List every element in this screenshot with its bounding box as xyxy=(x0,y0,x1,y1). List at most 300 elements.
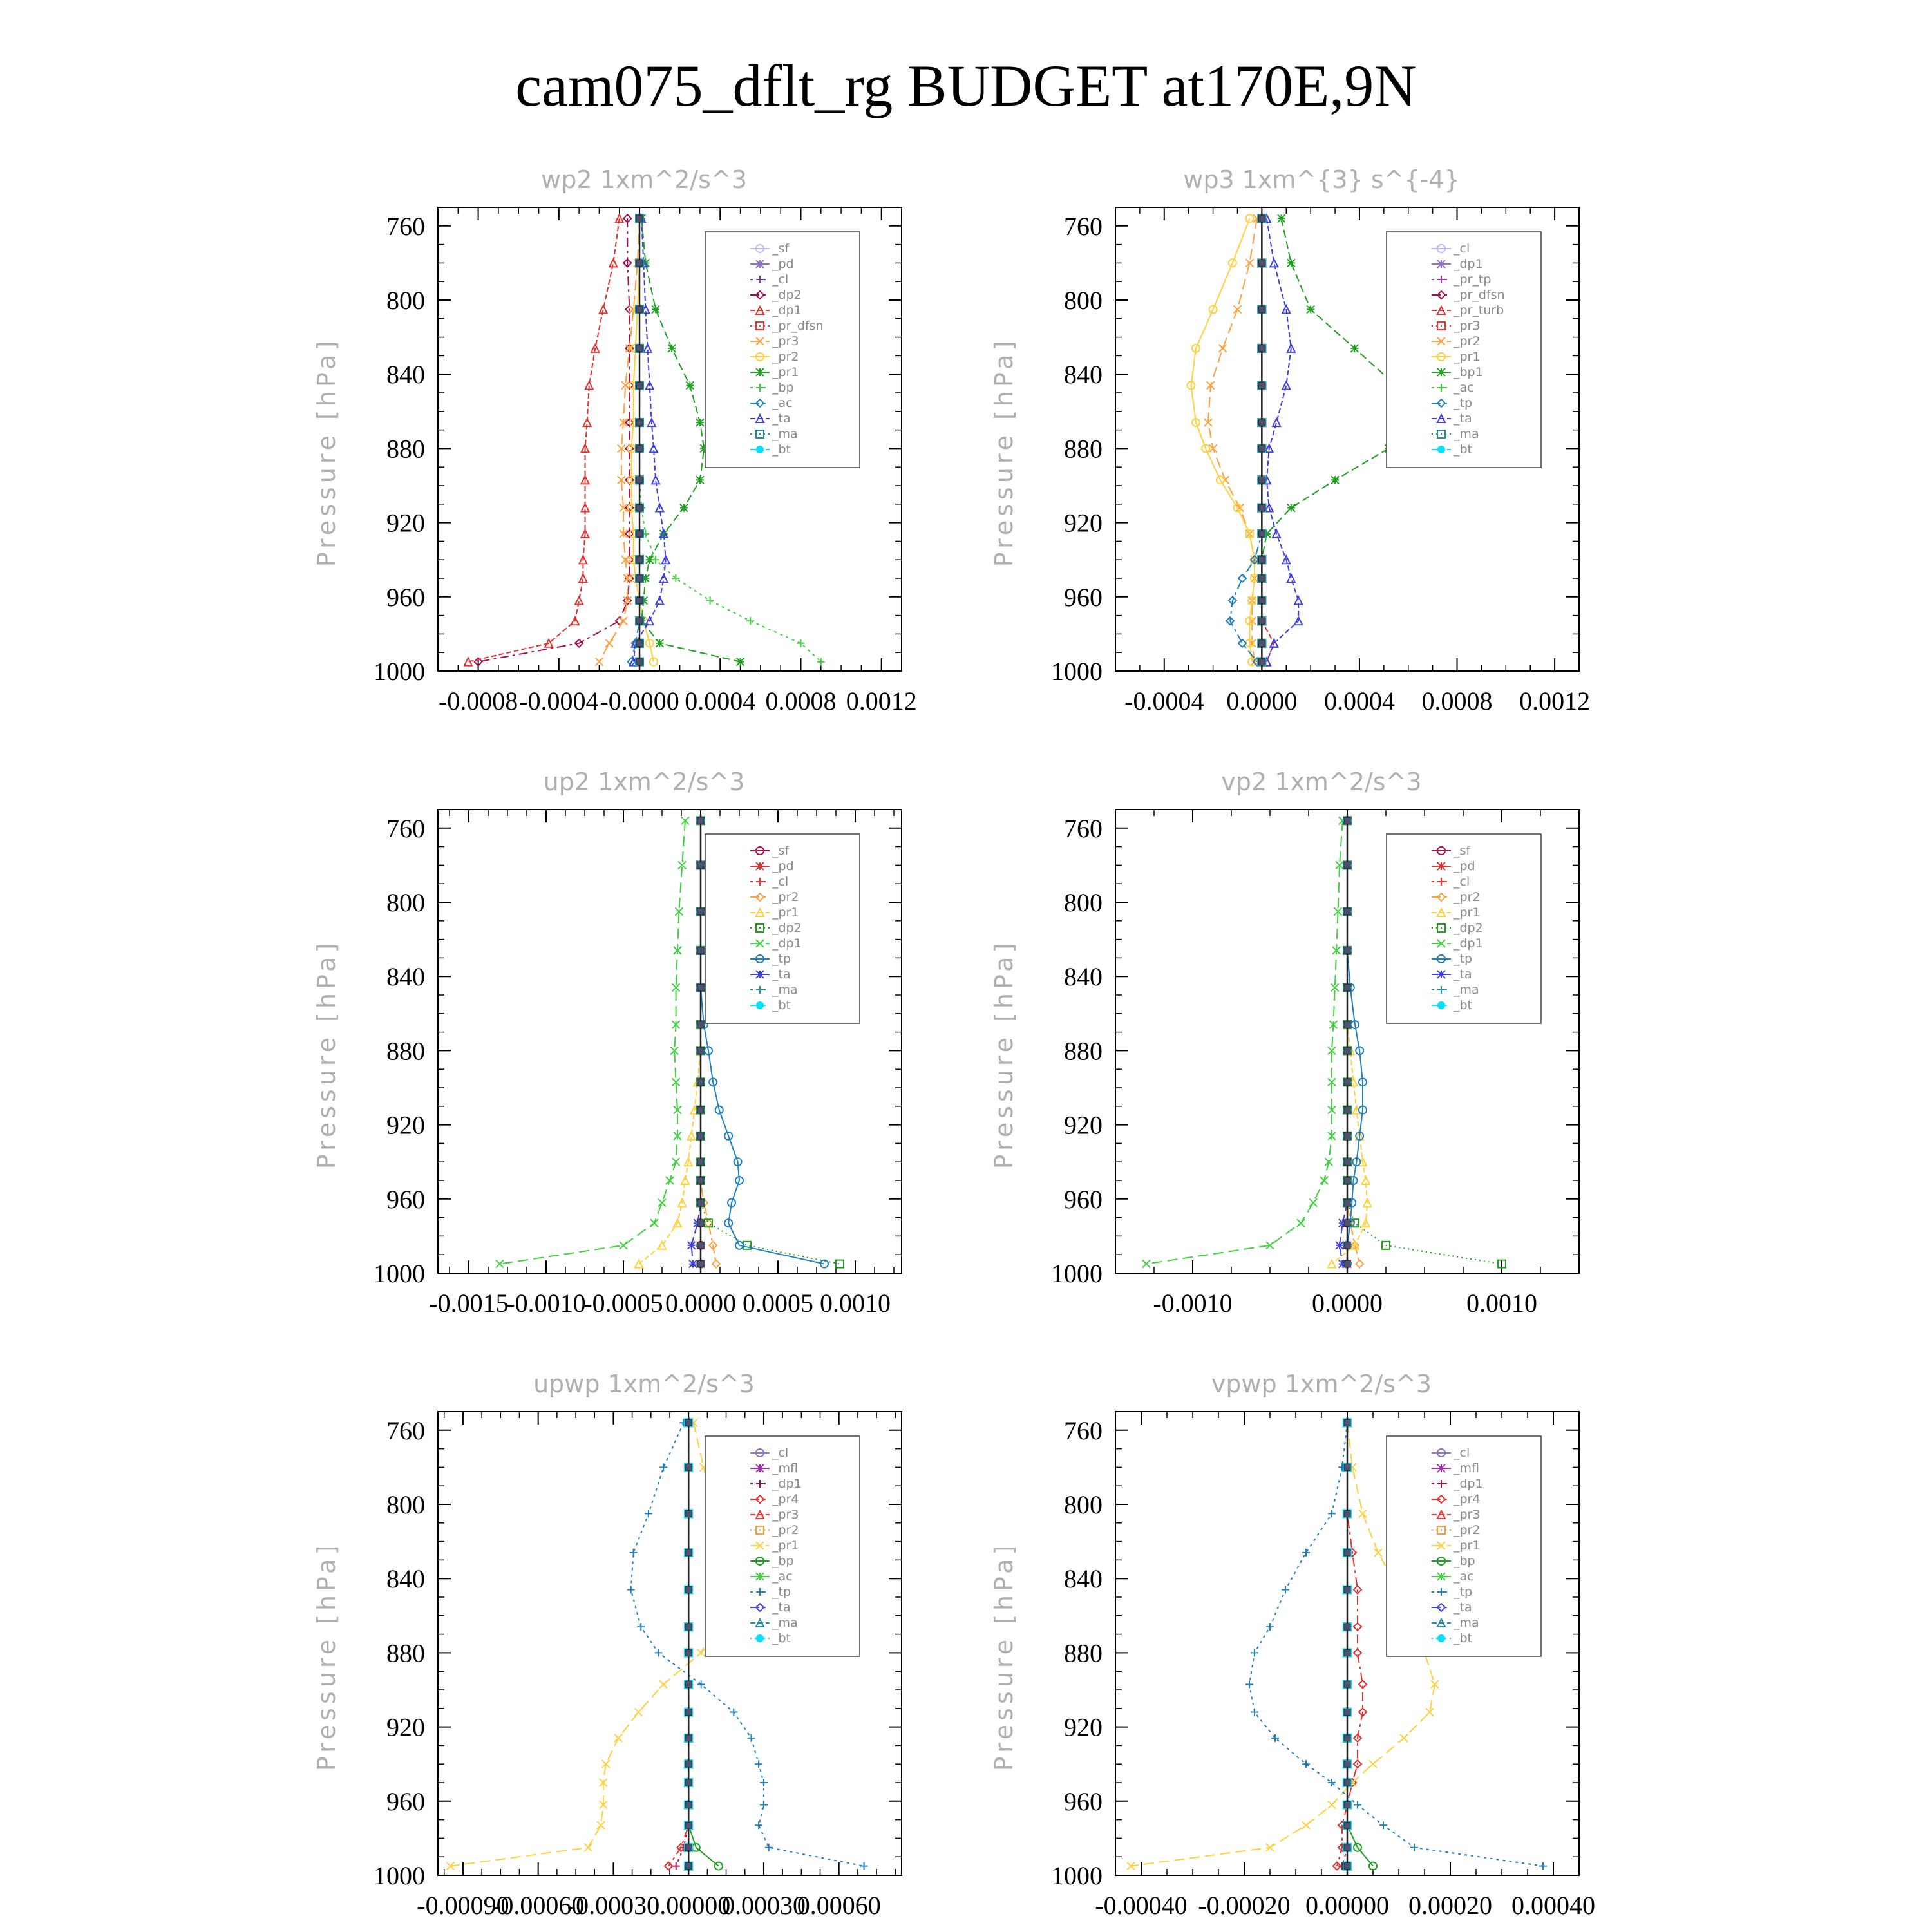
data-point xyxy=(1219,345,1227,352)
chart-panel-1 xyxy=(312,166,917,715)
legend-marker xyxy=(756,971,764,978)
zero-marker xyxy=(1344,1863,1350,1870)
data-point xyxy=(656,639,663,647)
y-axis-label: Pressure [hPa] xyxy=(990,1541,1018,1772)
panel-title: vp2 1xm^2/s^3 xyxy=(1221,768,1422,796)
legend-label: _pr_dfsn xyxy=(772,319,824,333)
legend-label: _mfl xyxy=(1454,1461,1479,1475)
chart-panel-6 xyxy=(990,1370,1595,1920)
zero-marker xyxy=(697,1107,704,1113)
legend-label: _bp xyxy=(1454,1554,1475,1568)
legend-label: _pr1 xyxy=(1454,905,1481,920)
legend-label: _tp xyxy=(1454,952,1473,966)
legend-label: _pd xyxy=(772,257,794,271)
zero-marker xyxy=(636,306,643,312)
series-line xyxy=(1262,218,1403,661)
legend-label: _pr3 xyxy=(772,334,799,348)
zero-marker xyxy=(685,1761,692,1767)
x-tick-label: 0.00030 xyxy=(721,1891,806,1920)
data-point xyxy=(630,1549,638,1557)
data-point xyxy=(659,1680,667,1688)
data-point xyxy=(634,1709,642,1716)
y-tick-label: 960 xyxy=(386,1184,425,1214)
legend-marker xyxy=(756,260,764,268)
zero-marker xyxy=(697,908,704,914)
zero-marker xyxy=(636,531,643,537)
data-point xyxy=(706,597,714,605)
panel-title: upwp 1xm^2/s^3 xyxy=(533,1370,755,1398)
legend-label: _ta xyxy=(1454,1600,1472,1615)
legend-label: _tp xyxy=(1454,1585,1473,1599)
data-point xyxy=(1400,1734,1408,1742)
chart-panel-4 xyxy=(990,768,1579,1318)
legend-label: _ma xyxy=(1454,1616,1479,1630)
data-point xyxy=(860,1862,868,1870)
y-tick-label: 880 xyxy=(1064,434,1103,464)
data-point xyxy=(585,1844,592,1852)
zero-marker xyxy=(697,947,704,954)
x-tick-label: -0.00040 xyxy=(1095,1891,1188,1920)
x-tick-label: -0.0005 xyxy=(583,1289,663,1318)
legend-label: _dp2 xyxy=(1454,921,1483,935)
legend-label: _pd xyxy=(1454,859,1475,873)
zero-marker xyxy=(697,1261,704,1267)
legend xyxy=(1387,834,1541,1023)
zero-marker xyxy=(685,1624,692,1630)
x-tick-label: -0.0004 xyxy=(1124,687,1204,715)
zero-marker xyxy=(636,260,643,266)
zero-marker xyxy=(1344,1107,1350,1113)
data-point xyxy=(1320,1177,1328,1184)
legend-marker xyxy=(1437,1464,1445,1472)
legend-label: _pr1 xyxy=(772,1539,799,1553)
y-tick-label: 920 xyxy=(386,508,425,538)
zero-marker xyxy=(1344,1735,1350,1741)
legend-label: _ta xyxy=(772,1600,791,1615)
series-line xyxy=(451,1423,724,1866)
panel-title: vpwp 1xm^2/s^3 xyxy=(1211,1370,1432,1398)
series-line xyxy=(632,218,654,661)
y-tick-label: 880 xyxy=(1064,1036,1103,1066)
data-point xyxy=(668,345,676,352)
y-tick-label: 840 xyxy=(1064,360,1103,390)
zero-marker xyxy=(697,984,704,990)
data-point xyxy=(1350,345,1358,352)
zero-marker xyxy=(1344,817,1350,824)
zero-marker xyxy=(1344,1844,1350,1851)
zero-marker xyxy=(1344,1079,1350,1085)
zero-marker xyxy=(1258,505,1265,511)
zero-marker xyxy=(1258,659,1265,665)
zero-marker xyxy=(685,1549,692,1556)
legend-label: _dp1 xyxy=(772,936,802,951)
data-point xyxy=(1142,1260,1150,1268)
series-line xyxy=(692,820,701,1264)
panel-title: wp2 1xm^2/s^3 xyxy=(541,166,747,194)
y-tick-label: 840 xyxy=(1064,962,1103,992)
zero-marker xyxy=(697,1133,704,1139)
zero-marker xyxy=(685,1649,692,1656)
series-line xyxy=(1208,218,1257,661)
data-point xyxy=(672,1158,680,1166)
figure-title: cam075_dflt_rg BUDGET at170E,9N xyxy=(515,53,1417,118)
legend-marker xyxy=(1437,1001,1445,1009)
y-tick-label: 1000 xyxy=(374,1861,425,1890)
zero-marker xyxy=(1344,1133,1350,1139)
legend-marker xyxy=(756,1573,764,1580)
legend-label: _sf xyxy=(772,242,790,256)
zero-marker xyxy=(636,598,643,604)
legend-label: _pr3 xyxy=(1454,1508,1481,1522)
data-point xyxy=(1233,305,1241,313)
legend-marker xyxy=(1437,446,1445,453)
data-point xyxy=(755,1821,762,1829)
data-point xyxy=(755,1760,762,1768)
zero-marker xyxy=(1344,1779,1350,1786)
legend-marker xyxy=(756,1001,764,1009)
data-point xyxy=(760,1779,768,1786)
zero-marker xyxy=(697,1021,704,1028)
legend-label: _cl xyxy=(1454,1446,1470,1460)
zero-marker xyxy=(1258,575,1265,582)
data-point xyxy=(620,1242,627,1249)
legend-marker xyxy=(1437,971,1445,978)
legend-label: _bt xyxy=(1454,442,1473,457)
legend-label: _sf xyxy=(1454,844,1471,858)
legend-label: _cl xyxy=(772,272,789,287)
zero-marker xyxy=(1344,1261,1350,1267)
data-point xyxy=(1354,1801,1361,1809)
y-tick-label: 920 xyxy=(1064,508,1103,538)
y-axis-label: Pressure [hPa] xyxy=(990,939,1018,1170)
zero-marker xyxy=(1344,1549,1350,1556)
series-line xyxy=(1332,820,1367,1264)
zero-marker xyxy=(685,1735,692,1741)
zero-marker xyxy=(685,1779,692,1786)
y-tick-label: 880 xyxy=(386,1036,425,1066)
data-point xyxy=(658,1242,666,1249)
series-pr1 xyxy=(635,817,705,1267)
y-tick-label: 760 xyxy=(386,211,425,241)
legend-label: _ta xyxy=(772,412,791,426)
x-tick-label: 0.00020 xyxy=(1408,1891,1492,1920)
zero-marker xyxy=(685,1709,692,1716)
zero-marker xyxy=(697,1200,704,1206)
series-dp1 xyxy=(464,214,623,665)
y-tick-label: 760 xyxy=(1064,813,1103,843)
zero-marker xyxy=(1344,1200,1350,1206)
legend-label: _dp2 xyxy=(772,288,802,302)
data-point xyxy=(1302,1821,1310,1829)
legend-label: _pr1 xyxy=(772,365,799,379)
series-line xyxy=(668,1423,688,1866)
y-axis-label: Pressure [hPa] xyxy=(990,337,1018,567)
zero-marker xyxy=(636,419,643,426)
y-tick-label: 880 xyxy=(1064,1638,1103,1668)
data-point xyxy=(1287,504,1295,512)
legend-label: _sf xyxy=(772,844,790,858)
zero-marker xyxy=(1344,1510,1350,1517)
series-line xyxy=(1230,218,1262,661)
data-point xyxy=(672,1862,680,1870)
y-tick-label: 840 xyxy=(386,962,425,992)
data-point xyxy=(1287,259,1295,267)
zero-marker xyxy=(685,1844,692,1851)
data-point xyxy=(637,1623,645,1631)
y-tick-label: 1000 xyxy=(1051,657,1103,686)
legend-label: _pr_dfsn xyxy=(1454,288,1505,302)
y-axis-label: Pressure [hPa] xyxy=(312,939,341,1170)
legend-label: _pr2 xyxy=(1454,334,1481,348)
legend-marker xyxy=(1437,862,1445,870)
data-point xyxy=(614,1734,622,1742)
y-tick-label: 840 xyxy=(1064,1564,1103,1594)
zero-marker xyxy=(1258,531,1265,537)
legend-marker xyxy=(1437,1573,1445,1580)
y-tick-label: 920 xyxy=(1064,1110,1103,1140)
zero-marker xyxy=(1344,1242,1350,1249)
legend-label: _bt xyxy=(1454,1631,1473,1645)
legend-label: _tp xyxy=(772,1585,791,1599)
zero-marker xyxy=(1344,1177,1350,1184)
zero-marker xyxy=(685,1586,692,1593)
zero-marker xyxy=(685,1419,692,1426)
legend-label: _dp1 xyxy=(1454,1477,1483,1491)
zero-marker xyxy=(685,1863,692,1870)
data-point xyxy=(1336,1242,1343,1249)
y-tick-label: 960 xyxy=(386,582,425,612)
y-tick-label: 960 xyxy=(1064,1184,1103,1214)
y-tick-label: 840 xyxy=(386,360,425,390)
zero-marker xyxy=(1258,419,1265,426)
legend-label: _ma xyxy=(772,1616,798,1630)
legend xyxy=(1387,232,1541,468)
zero-marker xyxy=(636,445,643,451)
zero-marker xyxy=(697,817,704,824)
legend xyxy=(1387,1436,1541,1656)
x-tick-label: 0.0005 xyxy=(743,1289,813,1318)
legend-label: _bp1 xyxy=(1454,365,1483,379)
zero-marker xyxy=(1344,1649,1350,1656)
legend-label: _pr_tp xyxy=(1454,272,1492,287)
y-tick-label: 960 xyxy=(1064,1786,1103,1816)
zero-marker xyxy=(636,618,643,624)
zero-marker xyxy=(636,575,643,582)
legend-label: _ma xyxy=(772,983,798,997)
data-point xyxy=(1282,381,1290,389)
data-point xyxy=(686,381,694,389)
x-tick-label: -0.0010 xyxy=(1153,1289,1233,1318)
x-tick-label: 0.0008 xyxy=(1421,687,1493,715)
x-tick-label: 0.0010 xyxy=(1466,1289,1537,1318)
y-tick-label: 760 xyxy=(386,813,425,843)
zero-marker xyxy=(685,1510,692,1517)
zero-marker xyxy=(1258,215,1265,222)
legend-label: _bp xyxy=(772,1554,794,1568)
data-point xyxy=(696,476,704,484)
y-tick-label: 840 xyxy=(386,1564,425,1594)
x-tick-label: 0.0000 xyxy=(665,1289,736,1318)
zero-marker xyxy=(636,382,643,388)
x-tick-label: 0.0012 xyxy=(846,687,917,715)
data-point xyxy=(689,1260,697,1268)
data-point xyxy=(836,1260,844,1268)
series-line xyxy=(1146,820,1343,1264)
series-line xyxy=(500,820,685,1264)
data-point xyxy=(654,1649,662,1656)
data-point xyxy=(1238,574,1246,582)
series-dp1 xyxy=(1142,817,1347,1267)
zero-marker xyxy=(1344,1419,1350,1426)
y-tick-label: 760 xyxy=(1064,211,1103,241)
y-tick-label: 800 xyxy=(386,1490,425,1519)
data-point xyxy=(1297,1219,1305,1227)
legend-label: _pr1 xyxy=(1454,1539,1481,1553)
y-tick-label: 1000 xyxy=(1051,1259,1103,1288)
legend-label: _ac xyxy=(1454,1569,1474,1584)
data-point xyxy=(697,1649,705,1656)
y-tick-label: 1000 xyxy=(374,657,425,686)
data-point xyxy=(597,1821,605,1829)
data-point xyxy=(627,1586,635,1593)
data-point xyxy=(1328,1510,1336,1517)
zero-marker xyxy=(697,1047,704,1054)
chart-panel-5 xyxy=(312,1370,902,1920)
data-point xyxy=(652,305,659,313)
y-tick-label: 920 xyxy=(1064,1712,1103,1742)
y-tick-label: 800 xyxy=(1064,286,1103,315)
y-tick-label: 800 xyxy=(1064,888,1103,917)
x-tick-label: -0.0010 xyxy=(506,1289,586,1318)
zero-marker xyxy=(1258,445,1265,451)
y-tick-label: 800 xyxy=(386,888,425,917)
series-line xyxy=(1340,820,1347,1264)
x-tick-label: 0.0004 xyxy=(1323,687,1395,715)
legend-marker xyxy=(756,1464,764,1472)
legend-label: _ma xyxy=(1454,427,1479,441)
zero-marker xyxy=(1258,618,1265,624)
data-point xyxy=(659,1463,667,1471)
series-line xyxy=(676,1423,689,1866)
zero-marker xyxy=(1344,1220,1350,1226)
legend-marker xyxy=(1437,260,1445,268)
legend-marker xyxy=(756,446,764,453)
x-tick-label: -0.00090 xyxy=(417,1891,509,1920)
zero-marker xyxy=(697,1159,704,1165)
y-tick-label: 1000 xyxy=(374,1259,425,1288)
data-point xyxy=(595,658,603,666)
zero-marker xyxy=(1344,1681,1350,1687)
data-point xyxy=(730,1709,737,1716)
legend-label: _tp xyxy=(772,952,791,966)
y-tick-label: 960 xyxy=(1064,582,1103,612)
data-point xyxy=(1309,1199,1317,1207)
zero-marker xyxy=(636,505,643,511)
plot-area xyxy=(1187,213,1407,671)
zero-marker xyxy=(1344,984,1350,990)
data-point xyxy=(1245,214,1253,222)
x-tick-label: 0.00000 xyxy=(1305,1891,1389,1920)
series-line xyxy=(599,218,639,661)
data-point xyxy=(605,639,613,647)
legend-marker xyxy=(756,862,764,870)
legend-label: _cl xyxy=(772,1446,789,1460)
data-point xyxy=(1307,305,1314,313)
legend-label: _dp1 xyxy=(1454,936,1483,951)
series-ta xyxy=(1263,214,1302,665)
zero-marker xyxy=(1344,1709,1350,1716)
x-tick-label: -0.00060 xyxy=(492,1891,585,1920)
data-point xyxy=(680,504,688,512)
data-point xyxy=(1359,1510,1367,1517)
x-tick-label: 0.0000 xyxy=(1312,1289,1383,1318)
series-dp1 xyxy=(496,817,689,1267)
series-line xyxy=(478,218,630,661)
x-tick-label: 0.0010 xyxy=(820,1289,891,1318)
data-point xyxy=(1369,1760,1377,1768)
legend-label: _mfl xyxy=(772,1461,798,1475)
x-tick-label: -0.00020 xyxy=(1198,1891,1291,1920)
data-point xyxy=(1328,1801,1336,1809)
y-tick-label: 920 xyxy=(386,1110,425,1140)
data-point xyxy=(1302,1549,1310,1557)
zero-marker xyxy=(685,1681,692,1687)
data-point xyxy=(666,1177,674,1184)
legend-label: _pr1 xyxy=(772,905,799,920)
legend-label: _pr3 xyxy=(772,1508,799,1522)
zero-marker xyxy=(697,1220,704,1226)
series-line xyxy=(1347,1423,1373,1866)
zero-marker xyxy=(636,640,643,647)
data-point xyxy=(1325,1158,1332,1166)
y-tick-label: 960 xyxy=(386,1786,425,1816)
data-point xyxy=(747,1734,755,1742)
x-tick-label: 0.00000 xyxy=(647,1891,731,1920)
data-point xyxy=(1270,259,1278,267)
legend-label: _cl xyxy=(1454,875,1470,889)
zero-marker xyxy=(1258,598,1265,604)
legend-label: _pr4 xyxy=(772,1492,799,1506)
x-tick-label: -0.0008 xyxy=(438,687,518,715)
data-point xyxy=(1331,476,1339,484)
zero-marker xyxy=(1344,1761,1350,1767)
legend-marker xyxy=(1437,368,1445,376)
legend-label: _ma xyxy=(772,427,798,441)
series-line xyxy=(1347,820,1363,1264)
legend-label: _pd xyxy=(772,859,794,873)
legend-label: _dp1 xyxy=(772,303,802,317)
x-tick-label: -0.0004 xyxy=(519,687,599,715)
zero-marker xyxy=(685,1464,692,1470)
series-line xyxy=(1262,218,1274,661)
legend-label: _cl xyxy=(1454,242,1470,256)
data-point xyxy=(760,1801,768,1809)
zero-marker xyxy=(1344,1624,1350,1630)
legend-label: _pr2 xyxy=(1454,890,1481,904)
legend-marker xyxy=(756,368,764,376)
x-tick-label: -0.0015 xyxy=(429,1289,509,1318)
data-point xyxy=(1245,1680,1253,1688)
legend-label: _ta xyxy=(1454,967,1472,981)
series-line xyxy=(639,820,701,1264)
data-point xyxy=(696,419,704,426)
y-axis-label: Pressure [hPa] xyxy=(312,337,341,567)
x-tick-label: 0.0004 xyxy=(685,687,756,715)
chart-panel-2 xyxy=(990,166,1590,715)
legend-label: _pr2 xyxy=(772,890,799,904)
data-point xyxy=(1266,1623,1274,1631)
series-line xyxy=(1267,218,1298,661)
